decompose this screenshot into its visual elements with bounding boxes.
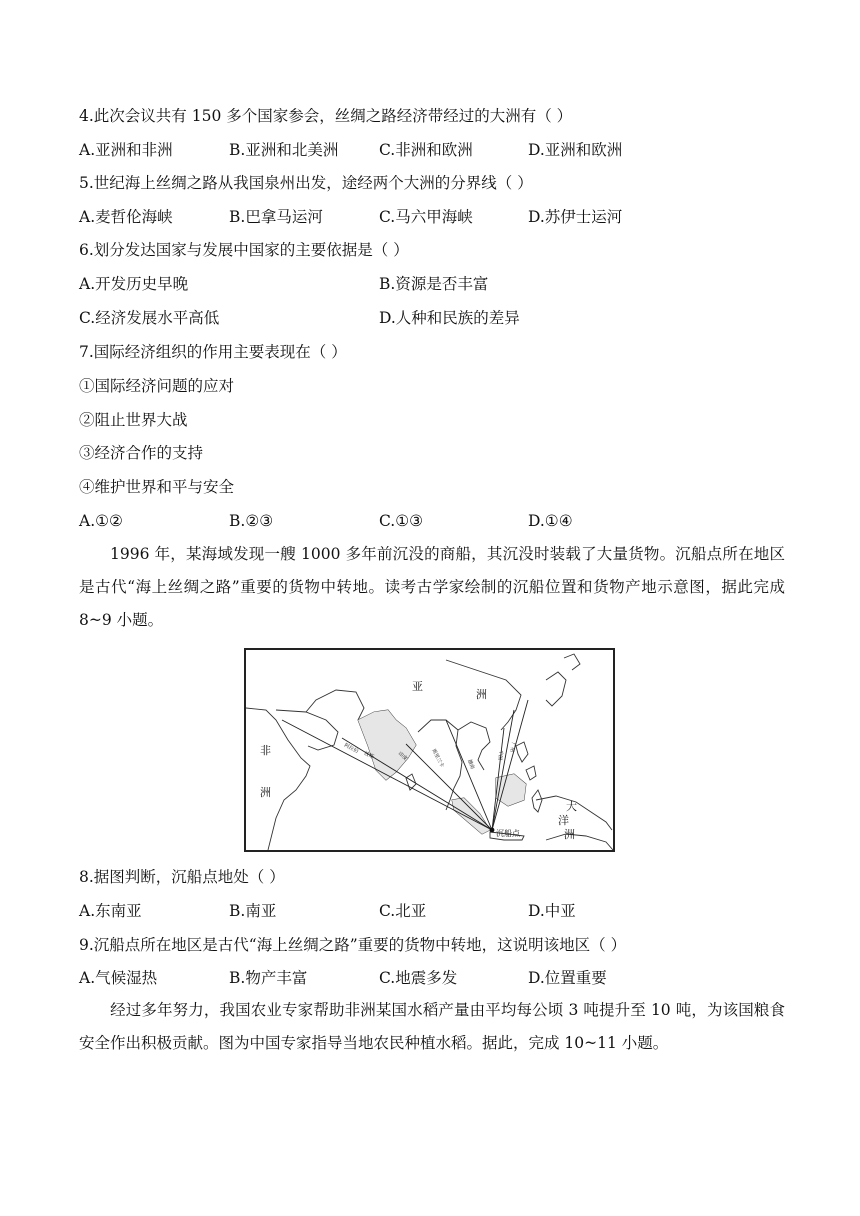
route-label-persia: 波斯 xyxy=(363,750,375,761)
q4-stem: 4.此次会议共有 150 多个国家参会，丝绸之路经济带经过的大洲有（ ） xyxy=(79,107,573,125)
q7-option-a: A.①② xyxy=(79,512,123,530)
q8-stem: 8.据图判断，沉船点地处（ ） xyxy=(79,868,285,886)
map-label-oceania-3: 洲 xyxy=(564,828,575,841)
q4-option-d: D.亚洲和欧洲 xyxy=(528,141,623,159)
q7-option-d: D.①④ xyxy=(528,512,573,530)
passage-10-11 xyxy=(79,994,785,1060)
q6-option-d: D.人种和民族的差异 xyxy=(379,309,520,327)
q7-item-4: ④维护世界和平与安全 xyxy=(79,478,235,496)
shipwreck-map xyxy=(244,648,615,852)
q9-stem: 9.沉船点所在地区是古代“海上丝绸之路”重要的货物中转地，这说明该地区（ ） xyxy=(79,936,627,954)
map-label-africa-2: 洲 xyxy=(260,786,271,799)
q9-option-c: C.地震多发 xyxy=(379,969,458,987)
map-label-oceania-1: 大 xyxy=(566,800,577,813)
map-label-wreck: 沉船点 xyxy=(496,829,520,838)
q5-option-c: C.马六甲海峡 xyxy=(379,208,473,226)
q7-item-3: ③经济合作的支持 xyxy=(79,444,204,462)
q9-option-d: D.位置重要 xyxy=(528,969,607,987)
q4-option-c: C.非洲和欧洲 xyxy=(379,141,473,159)
q6-option-a: A.开发历史早晚 xyxy=(79,275,189,293)
map-label-africa-1: 非 xyxy=(260,744,271,757)
route-label-china: 中国 xyxy=(496,749,504,761)
passage-8-9 xyxy=(79,538,785,637)
q5-option-b: B.巴拿马运河 xyxy=(229,208,323,226)
q8-option-c: C.北亚 xyxy=(379,902,427,920)
q6-option-c: C.经济发展水平高低 xyxy=(79,309,220,327)
route-label-srilanka: 斯里兰卡 xyxy=(430,748,445,769)
q9-option-b: B.物产丰富 xyxy=(229,969,308,987)
q7-item-1: ①国际经济问题的应对 xyxy=(79,377,235,395)
q9-option-a: A.气候湿热 xyxy=(79,969,158,987)
q5-stem: 5.世纪海上丝绸之路从我国泉州出发，途经两个大洲的分界线（ ） xyxy=(79,174,533,192)
route-label-arabia: 阿拉伯 xyxy=(343,742,360,755)
q6-stem: 6.划分发达国家与发展中国家的主要依据是（ ） xyxy=(79,241,409,259)
q5-option-a: A.麦哲伦海峡 xyxy=(79,208,173,226)
map-label-asia-1: 亚 xyxy=(412,680,423,693)
map-label-oceania-2: 洋 xyxy=(558,814,569,827)
route-label-guangzhou: 广州 xyxy=(508,741,516,753)
q8-option-a: A.东南亚 xyxy=(79,902,142,920)
passage-10-11-text: 经过多年努力，我国农业专家帮助非洲某国水稻产量由平均每公顷 3 吨提升至 10 吨，为该国粮食安全作出积极贡献。图为中国专家指导当地农民种植水稻。据此，完成 10~11 小题。 xyxy=(79,1001,785,1052)
q4-option-a: A.亚洲和非洲 xyxy=(79,141,173,159)
map-label-asia-2: 洲 xyxy=(476,688,487,701)
q7-option-c: C.①③ xyxy=(379,512,424,530)
route-label-vietnam: 越南 xyxy=(466,758,476,771)
q4-option-b: B.亚洲和北美洲 xyxy=(229,141,339,159)
q7-option-b: B.②③ xyxy=(229,512,274,530)
q7-stem: 7.国际经济组织的作用主要表现在（ ） xyxy=(79,343,347,361)
map-svg xyxy=(246,650,613,850)
q6-option-b: B.资源是否丰富 xyxy=(379,275,489,293)
q8-option-d: D.中亚 xyxy=(528,902,576,920)
route-label-india: 印度 xyxy=(396,750,409,762)
wreck-point xyxy=(490,828,495,833)
q8-option-b: B.南亚 xyxy=(229,902,277,920)
q5-option-d: D.苏伊士运河 xyxy=(528,208,623,226)
q7-item-2: ②阻止世界大战 xyxy=(79,411,188,429)
passage-8-9-text: 1996 年，某海域发现一艘 1000 多年前沉没的商船，其沉没时装载了大量货物。沉船点所在地区是古代“海上丝绸之路”重要的货物中转地。读考古学家绘制的沉船位置和货物产地示意图，据此完成 8~9 小题。 xyxy=(79,545,785,629)
